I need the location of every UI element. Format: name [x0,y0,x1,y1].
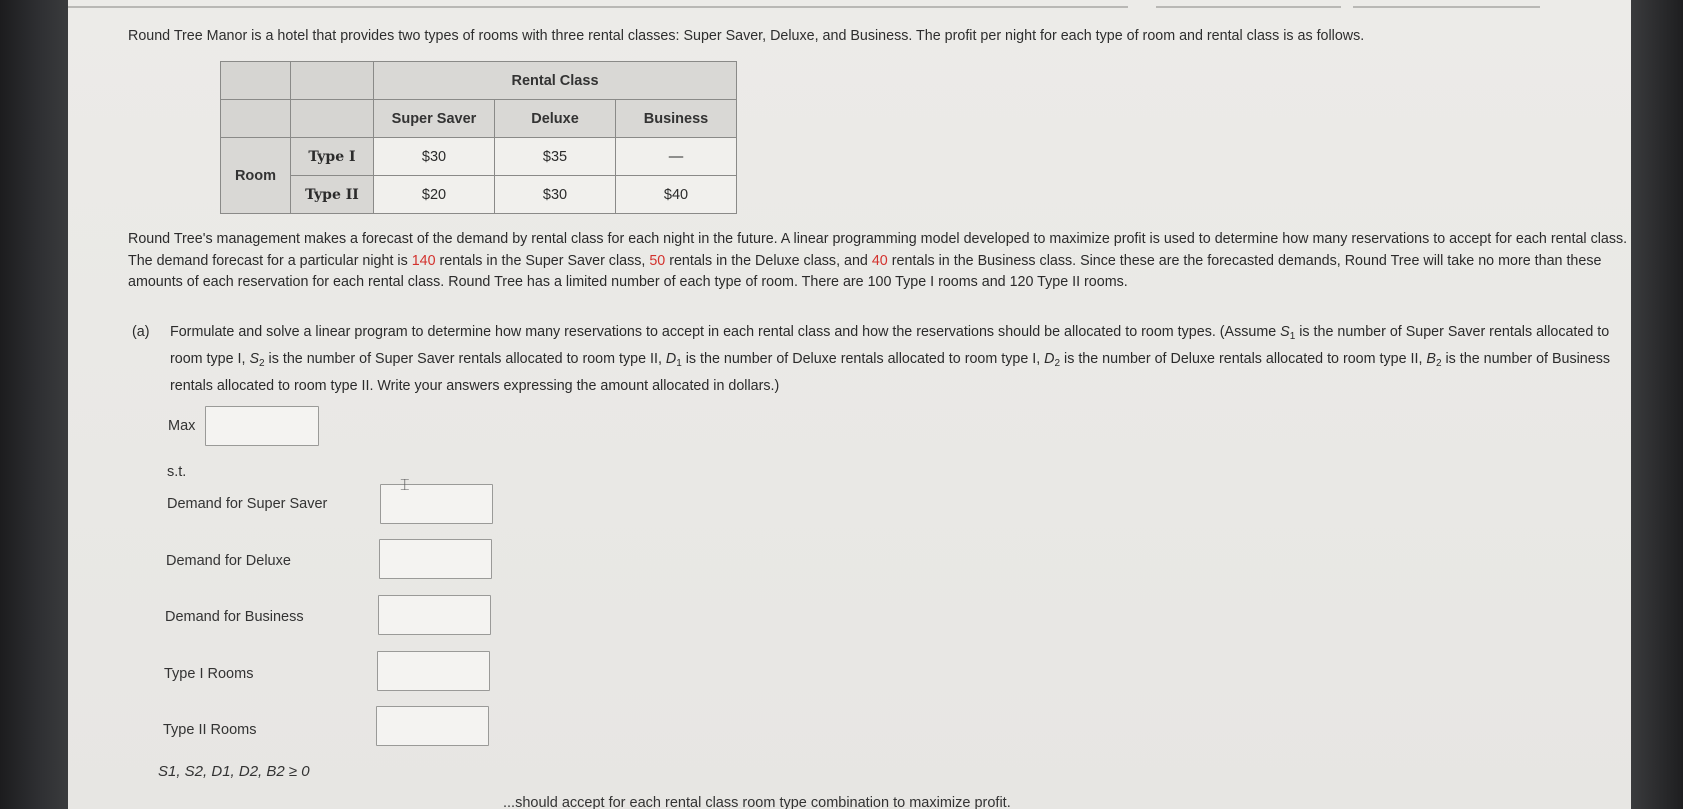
row-type-2: Type II [291,176,374,214]
objective-input[interactable] [205,406,319,446]
type1-rooms-constraint-input[interactable] [377,651,490,691]
intro-text: Round Tree Manor is a hotel that provides two types of rooms with three rental classes: Super Saver, Deluxe, and Business. The profit per night for each type of room and rental class is as follows. [128,28,1365,44]
cell: $35 [495,138,616,176]
cell: — [616,138,737,176]
type2-rooms-constraint-input[interactable] [376,706,489,746]
col-business: Business [616,100,737,138]
demand-business-value: 40 [871,252,888,269]
super-saver-constraint-input[interactable] [380,484,493,524]
part-b-text-cutoff: ...should accept for each rental class room type combination to maximize profit. [503,795,1011,809]
top-divider [68,0,1631,10]
rental-class-header: Rental Class [374,62,737,100]
part-a-label: (a) [132,324,150,340]
st-label: s.t. [167,464,187,480]
nonnegativity-constraint: S1, S2, D1, D2, B2 ≥ 0 [158,763,310,780]
problem-intro [128,26,1618,47]
cell: $30 [495,176,616,214]
cell: $40 [616,176,737,214]
deluxe-constraint-input[interactable] [379,539,492,579]
constraint-label-type2: Type II Rooms [163,722,257,738]
business-constraint-input[interactable] [378,595,491,635]
part-a-text: Formulate and solve a linear program to determine how many reservations to accept in each rental class and how the reservations should be allocated to room types. (Assume $S_1$ is the number of Super Saver rentals allocated to room type I, $S_2$ is the number of Super Saver rentals allocated to room type II, $D_1$ is the number of Deluxe rentals allocated to room type I, $D_2$ is the number of Deluxe rentals allocated to room type II, $B_2$ is the number of Business rentals allocated to room type II. Write your answers expressing the amount allocated in dollars.) [170,324,1610,394]
monitor-bezel-right [1631,0,1683,809]
cell: $20 [374,176,495,214]
max-label: Max [168,418,196,434]
profit-table [220,61,737,214]
col-deluxe: Deluxe [495,100,616,138]
text-cursor-icon: ⌶ [400,475,410,494]
screen [68,0,1631,809]
constraint-label-deluxe: Demand for Deluxe [166,553,291,569]
part-a [132,321,1631,398]
room-row-header: Room [221,138,291,214]
demand-deluxe-value: 50 [649,252,666,269]
col-super-saver: Super Saver [374,100,495,138]
cell: $30 [374,138,495,176]
row-type-1: Type I [291,138,374,176]
demand-super-saver-value: 140 [411,252,436,269]
constraint-label-type1: Type I Rooms [164,666,254,682]
forecast-paragraph: Round Tree's management makes a forecast of the demand by rental class for each night in the future. A linear programming model developed to maximize profit is used to determine how many reservations to accept for each rental class. The demand forecast for a particular night is 140 rentals in the Super Saver class, 50 rentals in the Deluxe class, and 40 rentals in the Business class. Since these are the forecasted demands, Round Tree will take no more than these amounts of each reservation for each rental class. Round Tree has a limited number of each type of room. There are 100 Type I rooms and 120 Type II rooms. [128,231,1628,290]
monitor-bezel-left [0,0,68,809]
constraint-label-super-saver: Demand for Super Saver [167,496,328,512]
constraint-label-business: Demand for Business [165,609,304,625]
